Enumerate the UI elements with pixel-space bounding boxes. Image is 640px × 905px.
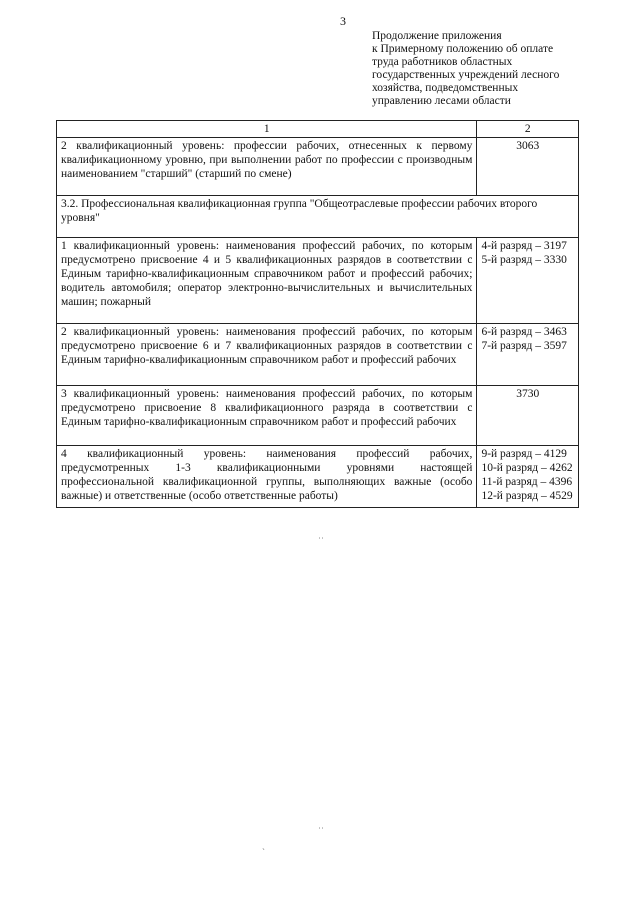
grade-salary: 5-й разряд – 3330 <box>481 254 567 266</box>
header-note-line: Продолжение приложения <box>372 30 502 42</box>
qualification-level-description: 1 квалификационный уровень: наименования профессий рабочих, по которым предусмотрено присвоение 4 и 5 квалификационных разрядов в соответствии с Единым тарифно-квалификационным справочником работ и профессий рабочих; водитель автомобиля; оператор электронно-вычислительных и вычислительных машин; пожарный <box>57 238 477 324</box>
grade-salary-list <box>477 324 579 386</box>
appendix-header-note <box>372 30 602 108</box>
salary-table <box>56 120 579 508</box>
scan-speck: ˙˙ <box>318 536 324 546</box>
header-note-line: хозяйства, подведомственных <box>372 82 519 94</box>
salary-value: 3730 <box>477 386 579 446</box>
table-row <box>57 446 579 508</box>
grade-salary-list <box>477 446 579 508</box>
header-note-line: государственных учреждений лесного <box>372 69 560 81</box>
table-row <box>57 386 579 446</box>
grade-salary: 12-й разряд – 4529 <box>481 490 573 502</box>
grade-salary: 4-й разряд – 3197 <box>481 240 567 252</box>
salary-value: 3063 <box>477 138 579 196</box>
grade-salary: 11-й разряд – 4396 <box>481 476 573 488</box>
qualification-level-description: 2 квалификационный уровень: наименования профессий рабочих, по которым предусмотрено присвоение 6 и 7 квалификационных разрядов в соответствии с Единым тарифно-квалификационным справочником работ и профессий рабочих <box>57 324 477 386</box>
grade-salary: 7-й разряд – 3597 <box>481 340 567 352</box>
scan-speck: ˴ <box>262 843 265 853</box>
table-row <box>57 138 579 196</box>
header-note-line: управлению лесами области <box>372 95 511 107</box>
grade-salary-list <box>477 238 579 324</box>
column-header-1: 1 <box>57 121 477 138</box>
scan-speck: ˙˙ <box>318 826 324 836</box>
page-number: 3 <box>340 14 346 28</box>
table-header-row <box>57 121 579 138</box>
grade-salary: 6-й разряд – 3463 <box>481 326 567 338</box>
table-row <box>57 238 579 324</box>
qualification-level-description: 3 квалификационный уровень: наименования профессий рабочих, по которым предусмотрено присвоение 8 квалификационного разряда в соответствии с Единым тарифно-квалификационным справочником работ и профессий рабочих <box>57 386 477 446</box>
table-row <box>57 324 579 386</box>
table-row <box>57 196 579 238</box>
header-note-line: труда работников областных <box>372 56 513 68</box>
grade-salary: 10-й разряд – 4262 <box>481 462 573 474</box>
qualification-level-description: 4 квалификационный уровень: наименования профессий рабочих, предусмотренных 1-3 квалификационными уровнями настоящей профессиональной квалификационной группы, выполняющих важные (особо важные) и ответственные (особо ответственные работы) <box>57 446 477 508</box>
header-note-line: к Примерному положению об оплате <box>372 43 554 55</box>
qualification-level-description: 2 квалификационный уровень: профессии рабочих, отнесенных к первому квалификационному уровню, при выполнении работ по профессии с производным наименованием "старший" (старший по смене) <box>57 138 477 196</box>
qualification-group-heading: 3.2. Профессиональная квалификационная группа "Общеотраслевые профессии рабочих второго уровня" <box>57 196 579 238</box>
grade-salary: 9-й разряд – 4129 <box>481 448 567 460</box>
column-header-2: 2 <box>477 121 579 138</box>
